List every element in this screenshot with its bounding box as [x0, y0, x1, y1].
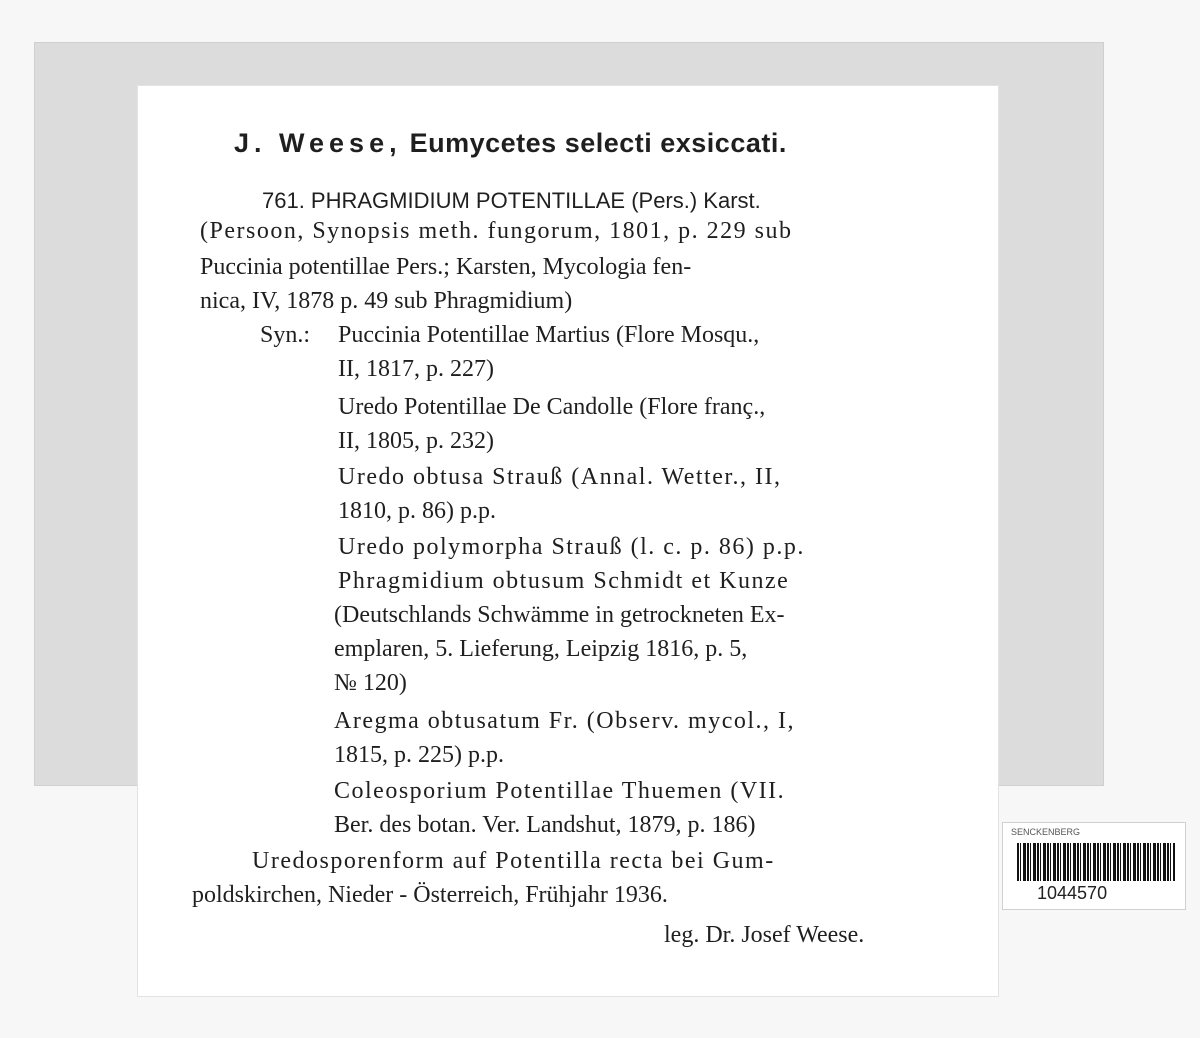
collector-line: leg. Dr. Josef Weese.: [664, 922, 865, 948]
label-line-5: Puccinia Potentillae Martius (Flore Mosqu.,: [338, 322, 760, 348]
label-line-11: Uredo polymorpha Strauß (l. c. p. 86) p.p.: [338, 534, 805, 560]
header-title: Eumycetes selecti exsiccati.: [409, 128, 787, 158]
label-line-1: (Persoon, Synopsis meth. fungorum, 1801, p. 229 sub: [200, 218, 793, 244]
label-header: [234, 128, 787, 159]
label-line-20: Uredosporenform auf Potentilla recta bei Gum-: [252, 848, 775, 874]
barcode-institution: SENCKENBERG: [1011, 827, 1081, 837]
barcode-label: [1002, 822, 1186, 910]
label-line-18: Coleosporium Potentillae Thuemen (VII.: [334, 778, 786, 804]
label-line-7: Uredo Potentillae De Candolle (Flore franç.,: [338, 394, 766, 420]
label-line-16: Aregma obtusatum Fr. (Observ. mycol., I,: [334, 708, 796, 734]
label-syn-prefix: Syn.:: [260, 322, 311, 348]
label-line-19: Ber. des botan. Ver. Landshut, 1879, p. 186): [334, 812, 756, 838]
label-line-8: II, 1805, p. 232): [338, 428, 494, 454]
label-line-14: emplaren, 5. Lieferung, Leipzig 1816, p. 5,: [334, 636, 748, 662]
header-author: J. Weese,: [234, 128, 402, 158]
barcode-graphic: [1017, 843, 1175, 881]
label-line-9: Uredo obtusa Strauß (Annal. Wetter., II,: [338, 464, 782, 490]
label-line-6: II, 1817, p. 227): [338, 356, 494, 382]
label-line-13: (Deutschlands Schwämme in getrockneten Ex-: [334, 602, 785, 628]
label-line-2: Puccinia potentillae Pers.; Karsten, Mycologia fen-: [200, 254, 692, 280]
label-line-3: nica, IV, 1878 p. 49 sub Phragmidium): [200, 288, 573, 314]
label-line-12: Phragmidium obtusum Schmidt et Kunze: [338, 568, 790, 594]
label-line-17: 1815, p. 225) p.p.: [334, 742, 504, 768]
label-line-species: 761. PHRAGMIDIUM POTENTILLAE (Pers.) Karst.: [262, 188, 761, 213]
barcode-number: 1044570: [1037, 883, 1108, 903]
label-line-15: № 120): [334, 670, 407, 696]
label-line-10: 1810, p. 86) p.p.: [338, 498, 496, 524]
specimen-label: [138, 86, 998, 996]
label-line-21: poldskirchen, Nieder - Österreich, Frühjahr 1936.: [192, 882, 668, 908]
